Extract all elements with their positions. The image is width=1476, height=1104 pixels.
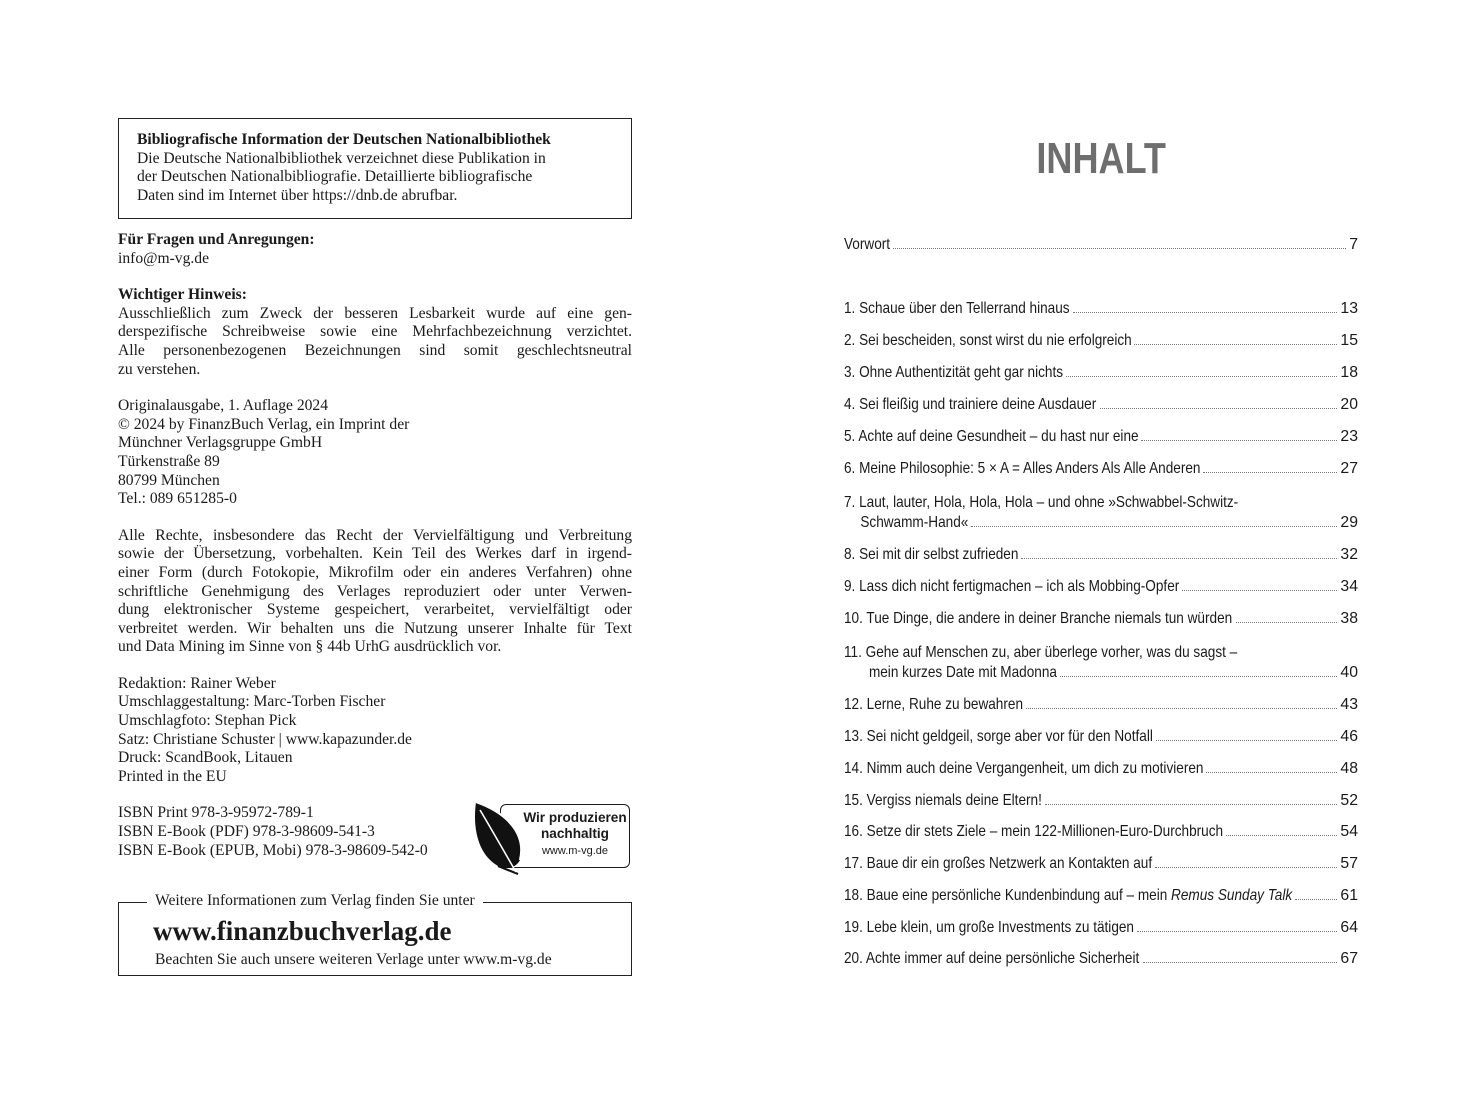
notice-heading: Wichtiger Hinweis:: [118, 286, 247, 304]
toc-entry[interactable]: [844, 792, 1358, 810]
table-of-contents: [844, 0, 1358, 1104]
toc-entry-title: 19. Lebe klein, um große Investments zu tätigen: [844, 919, 1134, 936]
toc-leader: [893, 247, 1347, 249]
toc-entry-title: Vorwort: [844, 236, 891, 253]
edition-line: © 2024 by FinanzBuch Verlag, ein Imprint der: [118, 415, 410, 433]
imprint-page: [118, 118, 632, 976]
toc-entry-title-italic: Remus Sunday Talk: [1171, 887, 1293, 904]
toc-leader: [1137, 930, 1337, 932]
credit-line: Satz: Christiane Schuster | www.kapazunder.de: [118, 730, 412, 748]
toc-entry-page: 46: [1340, 728, 1358, 745]
toc-entry-page: 20: [1340, 396, 1358, 413]
toc-leader: [1155, 866, 1337, 868]
toc-leader: [1100, 407, 1338, 409]
edition-line: 80799 München: [118, 471, 220, 489]
credit-line: Redaktion: Rainer Weber: [118, 674, 276, 692]
toc-entry[interactable]: [844, 396, 1358, 414]
toc-entry-page: 57: [1340, 855, 1358, 872]
toc-entry[interactable]: [844, 950, 1358, 968]
toc-leader: [1182, 589, 1337, 591]
rights-line: verbreitet werden. Wir behalten uns die Nutzung unserer Inhalte für Text: [118, 619, 632, 637]
rights-line: einer Form (durch Fotokopie, Mikrofilm oder ein anderes Verfahren) ohne: [118, 563, 632, 581]
isbn-line: ISBN Print 978-3-95972-789-1: [118, 804, 314, 822]
publisher-web-box: [118, 892, 632, 976]
notice-line: derspezifische Schreibweise sowie eine Mehrfachbezeichnung verzichtet.: [118, 323, 632, 341]
badge-url: www.m-vg.de: [541, 845, 609, 858]
toc-entry[interactable]: [844, 546, 1358, 564]
isbn-line: ISBN E-Book (EPUB, Mobi) 978-3-98609-542-0: [118, 841, 428, 859]
credit-line: Printed in the EU: [118, 767, 227, 785]
toc-entry-title: 13. Sei nicht geldgeil, sorge aber vor für den Notfall: [844, 728, 1153, 745]
toc-entry-title: 3. Ohne Authentizität geht gar nichts: [844, 364, 1064, 381]
edition-block: [118, 397, 632, 509]
toc-entry-page: 64: [1340, 919, 1358, 936]
notice-line: Ausschließlich zum Zweck der besseren Lesbarkeit wurde auf eine gen-: [118, 304, 632, 322]
toc-entry[interactable]: [844, 728, 1358, 746]
toc-entry-page: 18: [1340, 364, 1358, 381]
toc-entry[interactable]: [844, 332, 1358, 350]
toc-leader: [971, 525, 1338, 527]
toc-entry[interactable]: [844, 664, 1358, 682]
rights-line: Alle Rechte, insbesondere das Recht der Vervielfältigung und Verbreitung: [118, 526, 632, 544]
badge-line2: nachhaltig: [541, 826, 609, 842]
credit-line: Umschlaggestaltung: Marc-Torben Fischer: [118, 693, 386, 711]
toc-leader: [1021, 557, 1337, 559]
toc-entry-title: 14. Nimm auch deine Vergangenheit, um dich zu motivieren: [844, 760, 1204, 777]
toc-entry-page: 40: [1340, 664, 1358, 681]
toc-leader: [1295, 898, 1337, 900]
toc-entry-page: 7: [1349, 236, 1358, 253]
bib-line: Die Deutsche Nationalbibliothek verzeichnet diese Publikation in: [137, 149, 546, 167]
toc-entry-title-main: 18. Baue eine persönliche Kundenbindung auf – mein: [844, 887, 1172, 904]
rights-line: dung elektronischer Systeme gespeichert, verarbeitet, vervielfältigt oder: [118, 601, 632, 619]
toc-entry-page: 27: [1340, 460, 1358, 477]
bib-line: Daten sind im Internet über https://dnb.de abrufbar.: [137, 186, 458, 204]
toc-leader: [1156, 739, 1337, 741]
toc-entry-title: 4. Sei fleißig und trainiere deine Ausdauer: [844, 396, 1097, 413]
toc-entry-title: 8. Sei mit dir selbst zufrieden: [844, 546, 1019, 563]
toc-entry-title: 7. Laut, lauter, Hola, Hola, Hola – und ohne »Schwabbel-Schwitz-: [844, 494, 1239, 511]
toc-entry[interactable]: [844, 364, 1358, 382]
web-box-caption: Weitere Informationen zum Verlag finden Sie unter: [147, 891, 483, 911]
toc-leader: [1226, 834, 1338, 836]
toc-entry-page: 52: [1340, 792, 1358, 809]
credit-line: Umschlagfoto: Stephan Pick: [118, 712, 297, 730]
rights-line: schriftliche Genehmigung des Verlages reproduziert oder unter Verwen-: [118, 582, 632, 600]
web-box-note: Beachten Sie auch unsere weiteren Verlage unter www.m-vg.de: [155, 951, 552, 969]
leaf-icon: [470, 800, 532, 876]
toc-entry-page: 67: [1340, 950, 1358, 967]
toc-entry-title: 10. Tue Dinge, die andere in deiner Branche niemals tun würden: [844, 610, 1233, 627]
toc-leader: [1134, 343, 1337, 345]
toc-title: INHALT: [1036, 134, 1166, 183]
toc-entry[interactable]: [844, 236, 1358, 254]
toc-entry[interactable]: [844, 300, 1358, 318]
isbn-block: [118, 804, 632, 876]
toc-entry[interactable]: [844, 887, 1358, 905]
toc-leader: [1206, 771, 1337, 773]
notice-block: [118, 286, 632, 379]
edition-line: Türkenstraße 89: [118, 452, 220, 470]
bib-line: der Deutschen Nationalbibliografie. Detaillierte bibliografische: [137, 168, 533, 186]
toc-entry-title: 17. Baue dir ein großes Netzwerk an Kontakten auf: [844, 855, 1153, 872]
toc-entry-page: 29: [1340, 514, 1358, 531]
toc-entry-first-line[interactable]: [844, 642, 1358, 664]
toc-entry-page: 13: [1340, 300, 1358, 317]
notice-line: Alle personenbezogenen Bezeichnungen sind somit geschlechtsneutral: [118, 341, 632, 359]
toc-entry-title-cont: mein kurzes Date mit Madonna: [868, 664, 1057, 681]
edition-line: Originalausgabe, 1. Auflage 2024: [118, 397, 329, 415]
toc-entry[interactable]: [844, 578, 1358, 596]
notice-line: zu verstehen.: [118, 360, 201, 378]
toc-entry-title: 20. Achte immer auf deine persönliche Sicherheit: [844, 950, 1140, 967]
toc-entry[interactable]: [844, 855, 1358, 873]
toc-leader: [1045, 803, 1338, 805]
toc-entry-page: 43: [1340, 696, 1358, 713]
toc-leader: [1203, 471, 1337, 473]
toc-entry[interactable]: [844, 696, 1358, 714]
toc-entry-page: 48: [1340, 760, 1358, 777]
badge-line1: Wir produzieren: [523, 810, 627, 826]
toc-entry-title: 12. Lerne, Ruhe zu bewahren: [844, 696, 1024, 713]
toc-entry[interactable]: [844, 428, 1358, 446]
toc-entry-title: 2. Sei bescheiden, sonst wirst du nie erfolgreich: [844, 332, 1132, 349]
toc-leader: [1236, 621, 1338, 623]
questions-heading: Für Fragen und Anregungen:: [118, 231, 315, 248]
toc-entry-first-line[interactable]: [844, 492, 1358, 514]
toc-entry[interactable]: [844, 514, 1358, 532]
toc-entry-page: 34: [1340, 578, 1358, 595]
rights-block: [118, 527, 632, 657]
toc-entry-title: 9. Lass dich nicht fertigmachen – ich als Mobbing-Opfer: [844, 578, 1180, 595]
toc-entry-title: 16. Setze dir stets Ziele – mein 122-Millionen-Euro-Durchbruch: [844, 823, 1224, 840]
toc-entry-title: 6. Meine Philosophie: 5 × A = Alles Anders Als Alle Anderen: [844, 460, 1201, 477]
isbn-line: ISBN E-Book (PDF) 978-3-98609-541-3: [118, 823, 375, 841]
rights-line: und Data Mining im Sinne von § 44b UrhG ausdrücklich vor.: [118, 638, 502, 656]
toc-entry-title: 15. Vergiss niemals deine Eltern!: [844, 792, 1042, 809]
toc-entry-page: 54: [1340, 823, 1358, 840]
toc-entry-page: 15: [1340, 332, 1358, 349]
contact-email: info@m-vg.de: [118, 249, 210, 267]
toc-entry-title-cont: Schwamm-Hand«: [860, 514, 969, 531]
edition-line: Tel.: 089 651285-0: [118, 490, 237, 508]
credit-line: Druck: ScandBook, Litauen: [118, 749, 293, 767]
toc-entry-title: 5. Achte auf deine Gesundheit – du hast nur eine: [844, 428, 1139, 445]
toc-leader: [1073, 311, 1338, 313]
toc-entry-page: 38: [1340, 610, 1358, 627]
bibliographic-info-box: [118, 118, 632, 219]
toc-leader: [1141, 439, 1337, 441]
toc-leader: [1143, 961, 1338, 963]
toc-entry[interactable]: [844, 823, 1358, 841]
toc-leader: [1066, 375, 1338, 377]
toc-leader: [1060, 675, 1338, 677]
toc-entry-title: [844, 887, 1292, 905]
toc-leader: [1026, 707, 1337, 709]
toc-entry[interactable]: [844, 610, 1358, 628]
credits-block: [118, 675, 632, 787]
toc-entry-title: 1. Schaue über den Tellerrand hinaus: [844, 300, 1070, 317]
bib-title: Bibliografische Information der Deutschen Nationalbibliothek: [137, 131, 551, 148]
sustainability-badge: [470, 800, 632, 874]
toc-entry[interactable]: [844, 919, 1358, 937]
edition-line: Münchner Verlagsgruppe GmbH: [118, 434, 323, 452]
toc-entry[interactable]: [844, 460, 1358, 478]
publisher-url[interactable]: www.finanzbuchverlag.de: [153, 916, 452, 947]
toc-entry-title: 11. Gehe auf Menschen zu, aber überlege vorher, was du sagst –: [844, 644, 1238, 661]
toc-entry[interactable]: [844, 760, 1358, 778]
toc-entry-page: 23: [1340, 428, 1358, 445]
rights-line: sowie der Übersetzung, vorbehalten. Kein Teil des Werkes darf in irgend-: [118, 545, 632, 563]
toc-entry-page: 61: [1340, 887, 1358, 904]
contact-block: [118, 231, 632, 268]
toc-entry-page: 32: [1340, 546, 1358, 563]
